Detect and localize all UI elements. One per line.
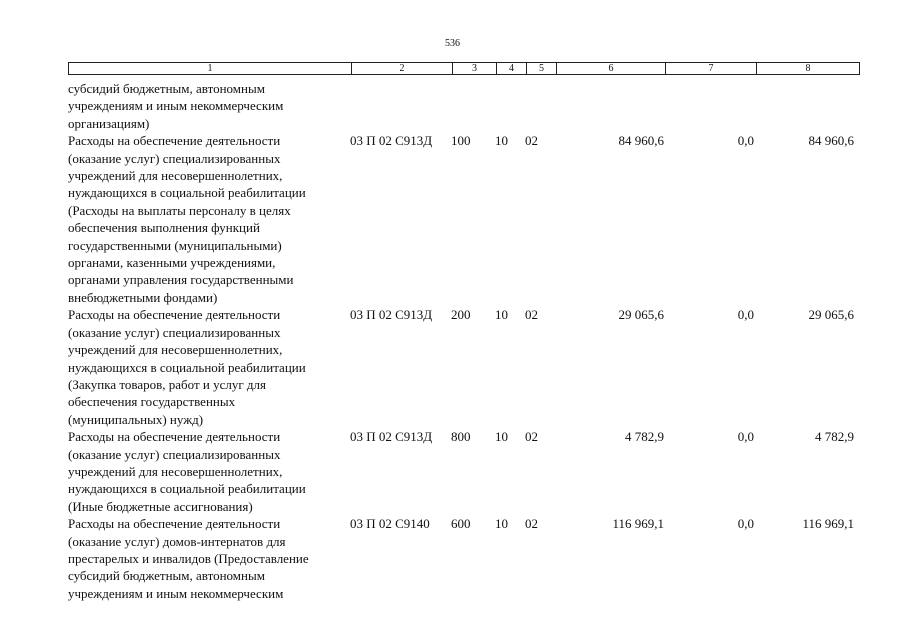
- table-body: [68, 80, 858, 602]
- amount-col-7: 0,0: [737, 133, 754, 149]
- column-header-3: 3: [452, 63, 496, 74]
- table-row: [68, 306, 858, 428]
- column-header-5: 5: [526, 63, 556, 74]
- subsection-code: 02: [525, 516, 538, 532]
- target-article-code: 03 П 02 С913Д: [350, 307, 433, 323]
- column-header-1: 1: [207, 63, 213, 74]
- target-article-code: 03 П 02 С9140: [350, 516, 430, 532]
- section-code: 10: [495, 429, 508, 445]
- table-row: [68, 515, 858, 602]
- amount-col-7: 0,0: [737, 516, 754, 532]
- target-article-code: 03 П 02 С913Д: [350, 133, 433, 149]
- row-description: Расходы на обеспечение деятельности (оказание услуг) специализированных учреждений для несовершеннолетних, нуждающихся в социальной реабилитации (Расходы на выплаты персоналу в целях обеспечения выполнения функций государственными (муниципальными) органами, казенными учреждениями, органами управления государственными внебюджетными фондами): [68, 133, 306, 305]
- column-header-6: 6: [556, 63, 665, 74]
- table-row: [68, 132, 858, 306]
- section-code: 10: [495, 133, 508, 149]
- page-number: 536: [445, 38, 460, 49]
- expense-type-code: 100: [451, 133, 471, 149]
- amount-col-8: 29 065,6: [808, 307, 854, 323]
- amount-col-7: 0,0: [737, 307, 754, 323]
- expense-type-code: 200: [451, 307, 471, 323]
- amount-col-6: 84 960,6: [618, 133, 664, 149]
- amount-col-6: 4 782,9: [625, 429, 664, 445]
- amount-col-6: 116 969,1: [612, 516, 664, 532]
- subsection-code: 02: [525, 133, 538, 149]
- row-description: Расходы на обеспечение деятельности (оказание услуг) специализированных учреждений для несовершеннолетних, нуждающихся в социальной реабилитации (Закупка товаров, работ и услуг для обеспечения государственных (муниципальных) нужд): [68, 307, 306, 427]
- amount-col-7: 0,0: [737, 429, 754, 445]
- expense-type-code: 600: [451, 516, 471, 532]
- amount-col-8: 116 969,1: [802, 516, 854, 532]
- column-header-7: 7: [665, 63, 756, 74]
- target-article-code: 03 П 02 С913Д: [350, 429, 433, 445]
- section-code: 10: [495, 307, 508, 323]
- section-code: 10: [495, 516, 508, 532]
- amount-col-6: 29 065,6: [618, 307, 664, 323]
- column-header-2: 2: [351, 63, 452, 74]
- row-description: Расходы на обеспечение деятельности (оказание услуг) специализированных учреждений для несовершеннолетних, нуждающихся в социальной реабилитации (Иные бюджетные ассигнования): [68, 429, 306, 514]
- subsection-code: 02: [525, 429, 538, 445]
- expense-type-code: 800: [451, 429, 471, 445]
- column-header-8: 8: [756, 63, 859, 74]
- subsection-code: 02: [525, 307, 538, 323]
- amount-col-8: 4 782,9: [815, 429, 854, 445]
- table-header: [68, 62, 860, 75]
- column-header-4: 4: [496, 63, 526, 74]
- row-description: Расходы на обеспечение деятельности (оказание услуг) домов-интернатов для престарелых и инвалидов (Предоставление субсидий бюджетным, автономным учреждениям и иным некоммерческим: [68, 516, 309, 601]
- row-description: субсидий бюджетным, автономным учреждениям и иным некоммерческим организациям): [68, 81, 284, 131]
- table-row: [68, 80, 858, 132]
- table-row: [68, 428, 858, 515]
- amount-col-8: 84 960,6: [808, 133, 854, 149]
